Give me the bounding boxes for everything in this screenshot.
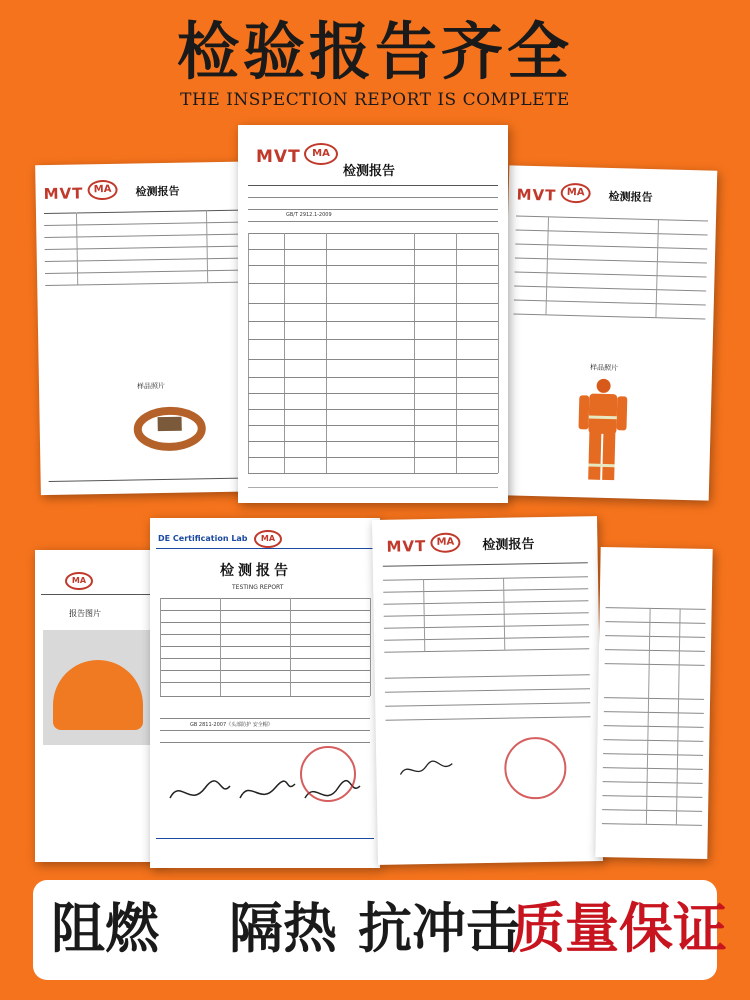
standard-ref: GB/T 2912.1-2009 <box>286 212 332 218</box>
report-title: 检测报告 <box>343 164 396 179</box>
red-stamp <box>300 746 356 802</box>
mvt-logo: MVT <box>43 184 84 204</box>
helmet-photo <box>43 630 155 745</box>
page-subtitle: THE INSPECTION REPORT IS COMPLETE <box>180 90 570 110</box>
cert-lab-logo: DE Certification Lab <box>158 534 248 543</box>
ma-logo: MA <box>560 183 591 204</box>
ma-logo: MA <box>304 143 338 165</box>
photo-caption: 样品照片 <box>136 381 166 391</box>
ma-logo: MA <box>254 530 282 548</box>
belt-photo <box>129 398 210 459</box>
mvt-logo: MVT <box>516 185 557 205</box>
helmet-shape <box>53 660 143 730</box>
report-photo-label: 报告图片 <box>69 609 101 618</box>
report-title: 检测报告 <box>135 184 180 199</box>
signature <box>396 754 457 785</box>
feature-flame-retardant: 阻燃 <box>51 897 159 960</box>
page-title: 检验报告齐全 <box>176 15 573 88</box>
mvt-logo: MVT <box>256 147 301 167</box>
feature-impact-resistance: 抗冲击 <box>358 897 520 960</box>
standard-ref-2: GB 2811-2007《头部防护 安全帽》 <box>190 722 273 728</box>
red-stamp <box>504 737 567 800</box>
report-doc-far-right <box>595 547 712 859</box>
feature-quality-assurance: 质量保证 <box>511 897 727 960</box>
report-title: 检测报告 <box>220 563 292 579</box>
ma-logo: MA <box>430 532 460 553</box>
report-doc-right <box>501 165 718 500</box>
report-title: 检测报告 <box>482 537 535 554</box>
report-title: 检测报告 <box>608 189 653 205</box>
report-doc-center <box>238 125 508 503</box>
report-doc-testing <box>150 518 380 868</box>
photo-caption: 样品照片 <box>589 363 619 373</box>
ma-logo: MA <box>65 572 93 590</box>
report-doc-bottom-right <box>372 516 603 865</box>
report-doc-helmet <box>35 550 163 862</box>
suit-photo <box>571 375 634 487</box>
ma-logo: MA <box>87 180 117 201</box>
testing-report-en: TESTING REPORT <box>232 584 284 591</box>
feature-banner <box>33 880 727 980</box>
mvt-logo: MVT <box>386 537 427 556</box>
feature-heat-insulation: 隔热 <box>229 897 337 960</box>
